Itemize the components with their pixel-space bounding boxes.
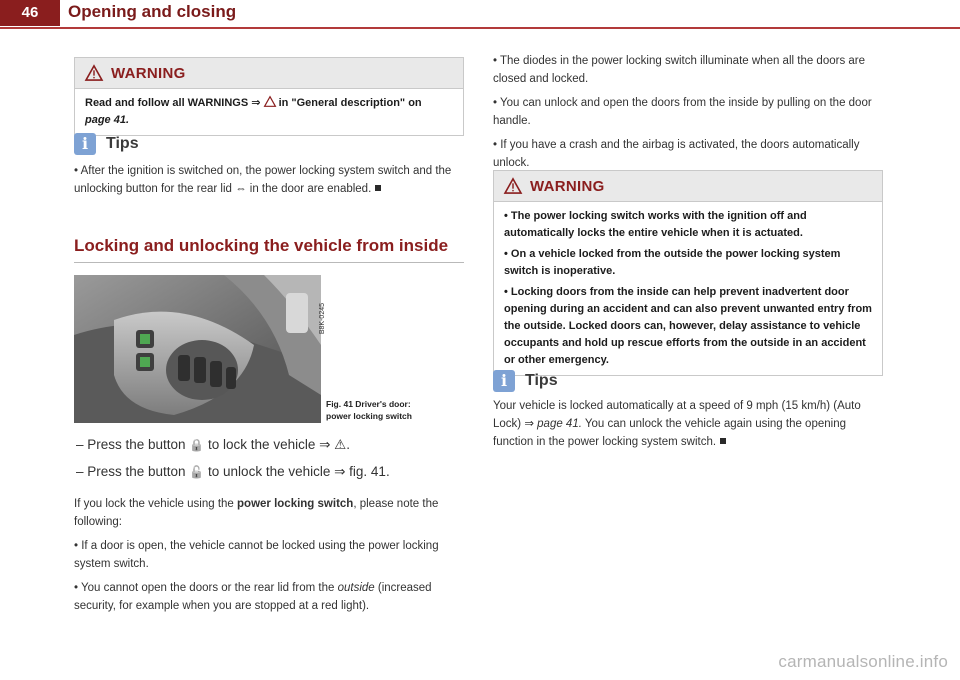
warning-box-locking bbox=[493, 170, 883, 376]
warning-label: WARNING bbox=[530, 177, 605, 195]
warning-header bbox=[494, 171, 882, 202]
step-unlock: – Press the button 🔓 to unlock the vehicle ⇒ fig. 41. bbox=[76, 464, 390, 479]
tips-header bbox=[493, 370, 558, 392]
door-switch-photo bbox=[74, 275, 326, 423]
page-link[interactable]: page 41. bbox=[537, 418, 582, 430]
tips-label: Tips bbox=[106, 135, 139, 152]
watermark: carmanualsonline.info bbox=[778, 652, 948, 671]
warning-page-link[interactable]: page 41. bbox=[85, 114, 130, 126]
list-item: • If a door is open, the vehicle cannot be locked using the power locking system switch. bbox=[74, 540, 439, 570]
section-rule bbox=[74, 262, 464, 263]
warning-body bbox=[494, 202, 882, 375]
warning-item: • Locking doors from the inside can help prevent inadvertent door opening during an accident and can also prevent unwanted entry from the outside. Locked doors can, however, delay assistance to vehicle occupants and hold up rescue efforts from the outside in an accident or other emergency. bbox=[504, 286, 872, 366]
left-paragraph: If you lock the vehicle using the power locking switch, please note the following: • If a door is open, the vehicle cannot be locked using the power locking system switch. • You cannot open the doors or the rear lid from the outside (increased security, for example when you are stopped at a red light). bbox=[74, 495, 464, 621]
figure-code: B8K-0245 bbox=[319, 303, 326, 335]
section-title: Locking and unlocking the vehicle from inside bbox=[74, 236, 449, 255]
list-item: • If you have a crash and the airbag is activated, the doors automatically unlock. bbox=[493, 139, 860, 169]
info-icon: i bbox=[493, 370, 515, 392]
lock-icon: 🔒 bbox=[189, 438, 205, 452]
header-rule bbox=[0, 27, 960, 29]
tips-header bbox=[74, 133, 139, 155]
warning-text: Read and follow all WARNINGS ⇒ bbox=[85, 97, 264, 109]
tips-text: • After the ignition is switched on, the power locking system switch and the unlocking button for the rear lid ⇔ in the door are enabled. bbox=[74, 165, 452, 195]
warning-text-quote: in "General description" on bbox=[275, 97, 422, 109]
warning-item: • On a vehicle locked from the outside the power locking system switch is inoperative. bbox=[504, 248, 841, 277]
warning-label: WARNING bbox=[111, 64, 186, 82]
warning-triangle-icon bbox=[504, 178, 522, 194]
tips-label: Tips bbox=[525, 372, 558, 389]
tips-text: Your vehicle is locked automatically at a speed of 9 mph (15 km/h) (Auto Lock) ⇒ page 41. You can unlock the vehicle again using the opening function in the power locking system switch. bbox=[493, 400, 861, 448]
page-number: 46 bbox=[0, 0, 60, 26]
end-mark-icon bbox=[720, 438, 726, 444]
list-item: • You can unlock and open the doors from the inside by pulling on the door handle. bbox=[493, 97, 872, 127]
unlock-icon: 🔓 bbox=[189, 465, 205, 479]
header-title: Opening and closing bbox=[68, 2, 237, 21]
info-icon: i bbox=[74, 133, 96, 155]
door-switch-illustration bbox=[74, 275, 321, 423]
warning-triangle-icon bbox=[85, 65, 103, 81]
warning-header bbox=[75, 58, 463, 89]
right-bullets bbox=[493, 52, 883, 178]
end-mark-icon bbox=[375, 185, 381, 191]
warning-triangle-icon bbox=[264, 96, 276, 107]
warning-box-general bbox=[74, 57, 464, 136]
figure-caption: Fig. 41 Driver's door: power locking switch bbox=[326, 399, 412, 421]
list-item: • The diodes in the power locking switch illuminate when all the doors are closed and locked. bbox=[493, 55, 866, 85]
warning-item: • The power locking switch works with the ignition off and automatically locks the entire vehicle when it is actuated. bbox=[504, 210, 807, 239]
step-lock: – Press the button 🔒 to lock the vehicle ⇒ ⚠. bbox=[76, 437, 351, 452]
warning-body bbox=[75, 89, 463, 135]
list-item: • You cannot open the doors or the rear lid from the outside (increased security, for example when you are stopped at a red light). bbox=[74, 582, 432, 612]
